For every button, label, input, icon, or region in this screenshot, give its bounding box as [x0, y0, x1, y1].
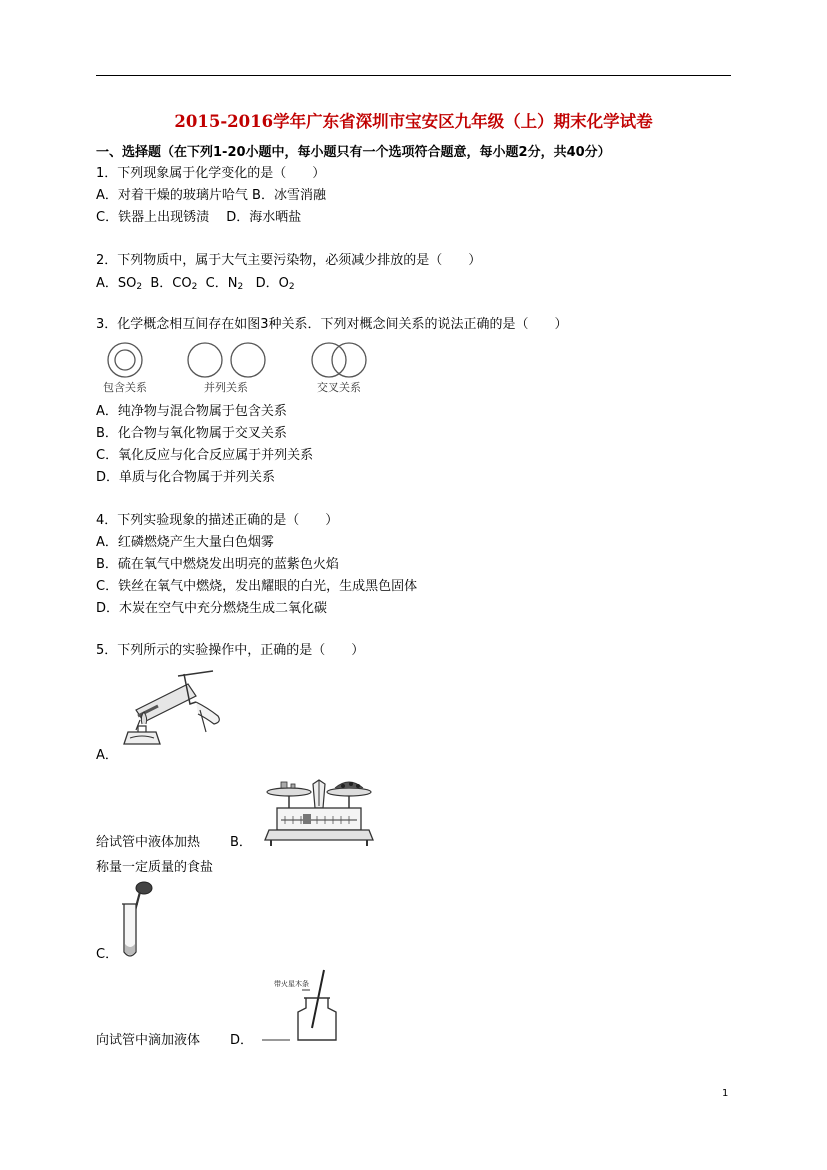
q3-relationship-diagram — [96, 340, 386, 398]
q1-options-line1: A．对着干燥的玻璃片哈气 B．冰雪消融 — [96, 188, 326, 203]
q2-option-a: A．$SO_2$ — [96, 276, 143, 292]
q5-option-b-caption: 称量一定质量的食盐 — [96, 860, 214, 875]
q5-option-a-caption-text: 给试管中液体加热 — [96, 835, 201, 850]
splint-bottle-figure — [262, 968, 342, 1048]
q4-option-c: C．铁丝在氧气中燃烧，发出耀眼的白光，生成黑色固体 — [96, 579, 418, 594]
q3-option-c: C．氧化反应与化合反应属于并列关系 — [96, 448, 314, 463]
q2-option-c: C．$N_2$ — [205, 276, 244, 292]
page-title: 2015-2016学年广东省深圳市宝安区九年级（上）期末化学试卷 — [174, 112, 653, 131]
dropper-test-tube-figure — [118, 880, 158, 962]
q5-option-c-caption — [96, 1033, 253, 1049]
cross-relation-label: 交叉关系 — [317, 381, 361, 394]
q5-option-d-letter: D． — [230, 1033, 254, 1048]
q3-option-d: D．单质与化合物属于并列关系 — [96, 470, 276, 485]
section-heading: 一、选择题（在下列1-20小题中，每小题只有一个选项符合题意，每小题2分，共40分） — [96, 145, 611, 160]
contain-relation-figure — [103, 343, 147, 394]
q5-option-c-letter: C． — [96, 947, 119, 962]
page-number: 1 — [722, 1088, 729, 1099]
parallel-relation-label: 并列关系 — [204, 381, 248, 394]
parallel-relation-figure — [188, 343, 265, 394]
q4-stem: 4．下列实验现象的描述正确的是（ ） — [96, 513, 339, 528]
q4-option-d: D．木炭在空气中充分燃烧生成二氧化碳 — [96, 601, 328, 616]
q2-option-d: D．$O_2$ — [255, 276, 295, 292]
q3-option-a: A．纯净物与混合物属于包含关系 — [96, 404, 287, 419]
contain-relation-label: 包含关系 — [103, 381, 147, 394]
q2-stem: 2．下列物质中，属于大气主要污染物，必须减少排放的是（ ） — [96, 253, 482, 268]
q5-option-b-letter: B． — [230, 835, 252, 850]
heating-test-tube-figure — [118, 666, 228, 746]
q4-option-b: B．硫在氧气中燃烧发出明亮的蓝紫色火焰 — [96, 557, 339, 572]
q3-stem: 3．化学概念相互间存在如图3种关系．下列对概念间关系的说法正确的是（ ） — [96, 317, 568, 332]
cross-relation-figure — [312, 343, 366, 394]
q5-option-a-caption — [96, 835, 252, 851]
q5-option-a-letter: A． — [96, 748, 118, 763]
splint-label: 带火星木条 — [274, 980, 309, 988]
q5-option-c-caption-text: 向试管中滴加液体 — [96, 1033, 201, 1048]
q2-option-b: B．$CO_2$ — [150, 276, 198, 292]
q3-option-b: B．化合物与氧化物属于交叉关系 — [96, 426, 287, 441]
balance-scale-figure — [263, 778, 375, 852]
q1-options-line2: C．铁器上出现锈渍 D．海水晒盐 — [96, 210, 302, 225]
header-rule — [96, 75, 731, 76]
q5-stem: 5．下列所示的实验操作中，正确的是（ ） — [96, 643, 365, 658]
q4-option-a: A．红磷燃烧产生大量白色烟雾 — [96, 535, 274, 550]
q2-options — [96, 276, 295, 295]
q1-stem: 1．下列现象属于化学变化的是（ ） — [96, 166, 326, 181]
